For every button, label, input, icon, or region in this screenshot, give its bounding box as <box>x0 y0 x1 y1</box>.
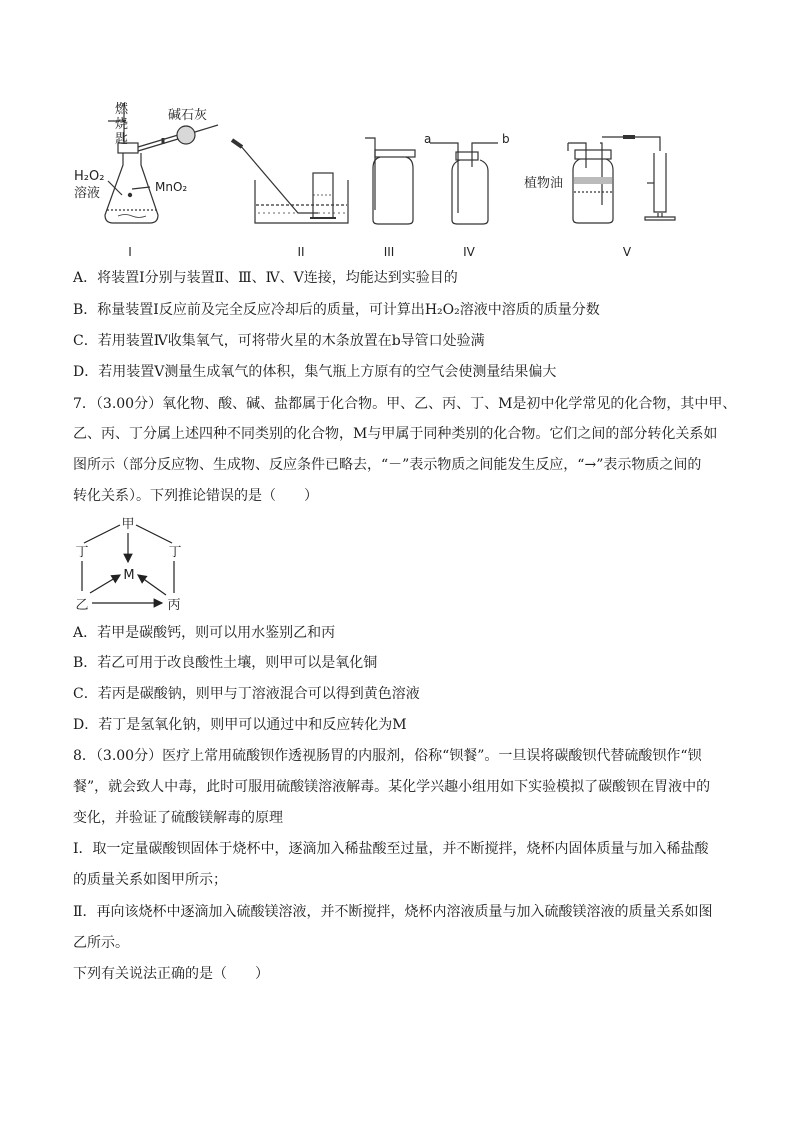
node-bing: 丙 <box>167 598 181 613</box>
q8-line-8: 下列有关说法正确的是（ ） <box>73 966 269 982</box>
apparatus-ii <box>232 140 348 223</box>
plant-oil-label: 植物油 <box>524 176 564 191</box>
edge-jia-dingleft <box>84 525 120 543</box>
node-yi: 乙 <box>75 598 89 613</box>
apparatus-iii <box>365 138 415 224</box>
q8-line-4: Ⅰ．取一定量碳酸钡固体于烧杯中，逐滴加入稀盐酸至过量，并不断搅拌，烧杯内固体质量与加入稀盐酸 <box>73 841 709 857</box>
numeral-iv: IV <box>463 245 475 259</box>
numeral-i: I <box>128 245 132 259</box>
q7-option-d: D．若丁是氢氧化钠，则甲可以通过中和反应转化为M <box>73 717 407 733</box>
q6-option-b: B．称量装置Ⅰ反应前及完全反应冷却后的质量，可计算出H₂O₂溶液中溶质的质量分数 <box>73 302 600 318</box>
spoon-char-3: 匙 <box>115 132 129 147</box>
q8-line-5: 的质量关系如图甲所示； <box>73 872 227 888</box>
edge-jia-dingright <box>136 525 172 543</box>
spoon-char-2: 烧 <box>115 117 129 132</box>
q6-option-d: D．若用装置Ⅴ测量生成氧气的体积，集气瓶上方原有的空气会使测量结果偏大 <box>73 364 557 380</box>
q7-option-a: A．若甲是碳酸钙，则可以用水鉴别乙和丙 <box>73 625 336 641</box>
q7-stem-line-2: 乙、丙、丁分属上述四种不同类别的化合物，M与甲属于同种类别的化合物。它们之间的部分转化关系如 <box>73 426 718 442</box>
q7-stem-line-4: 转化关系）。下列推论错误的是（ ） <box>73 488 318 504</box>
q8-line-3: 变化，并验证了硫酸镁解毒的原理 <box>73 810 283 826</box>
solution-label: 溶液 <box>74 186 101 201</box>
q6-option-a: A．将装置Ⅰ分别与装置Ⅱ、Ⅲ、Ⅳ、Ⅴ连接，均能达到实验目的 <box>73 270 458 286</box>
spoon-char-1: 燃 <box>115 102 129 117</box>
apparatus-v <box>568 137 675 223</box>
node-m: M <box>123 568 135 583</box>
q8-line-6: Ⅱ．再向该烧杯中逐滴加入硫酸镁溶液，并不断搅拌，烧杯内溶液质量与加入硫酸镁溶液的质量关系如图 <box>73 904 713 920</box>
q8-line-7: 乙所示。 <box>73 935 129 951</box>
node-ding-right: 丁 <box>168 545 182 560</box>
soda-lime-label: 碱石灰 <box>168 108 208 123</box>
numeral-v: V <box>622 245 632 259</box>
arrow-yi-m <box>90 575 120 593</box>
q6-option-c: C．若用装置Ⅳ收集氧气，可将带火星的木条放置在b导管口处验满 <box>73 333 485 349</box>
arrow-bing-m <box>138 575 166 595</box>
q7-stem-line-3: 图所示（部分反应物、生成物、反应条件已略去，“－”表示物质之间能发生反应，“→”表示物质之间的 <box>73 457 702 473</box>
q8-line-2: 餐”，就会致人中毒，此时可服用硫酸镁溶液解毒。某化学兴趣小组用如下实验模拟了碳酸钡在胃液中的 <box>73 779 711 795</box>
q7-option-b: B．若乙可用于改良酸性土壤，则甲可以是氧化铜 <box>73 655 378 671</box>
port-a-label: a <box>424 132 432 146</box>
apparatus-diagram <box>60 95 700 265</box>
q7-stem-line-1: 7．（3.00分）氧化物、酸、碱、盐都属于化合物。甲、乙、丙、丁、M是初中化学常见的化合物，其中甲、 <box>73 396 737 412</box>
mno2-label: MnO₂ <box>155 180 188 194</box>
h2o2-label: H₂O₂ <box>74 169 105 184</box>
numeral-iii: III <box>383 245 395 259</box>
q7-option-c: C．若丙是碳酸钠，则甲与丁溶液混合可以得到黄色溶液 <box>73 686 420 702</box>
node-jia: 甲 <box>121 517 135 532</box>
apparatus-iv <box>430 143 498 224</box>
q8-line-1: 8．（3.00分）医疗上常用硫酸钡作透视肠胃的内服剂，俗称“钡餐”。一旦误将碳酸钡代替硫酸钡作“钡 <box>73 748 702 764</box>
numeral-ii: II <box>297 245 305 259</box>
port-b-label: b <box>502 132 510 146</box>
q7-relation-diagram <box>70 513 190 613</box>
node-ding-left: 丁 <box>75 545 89 560</box>
